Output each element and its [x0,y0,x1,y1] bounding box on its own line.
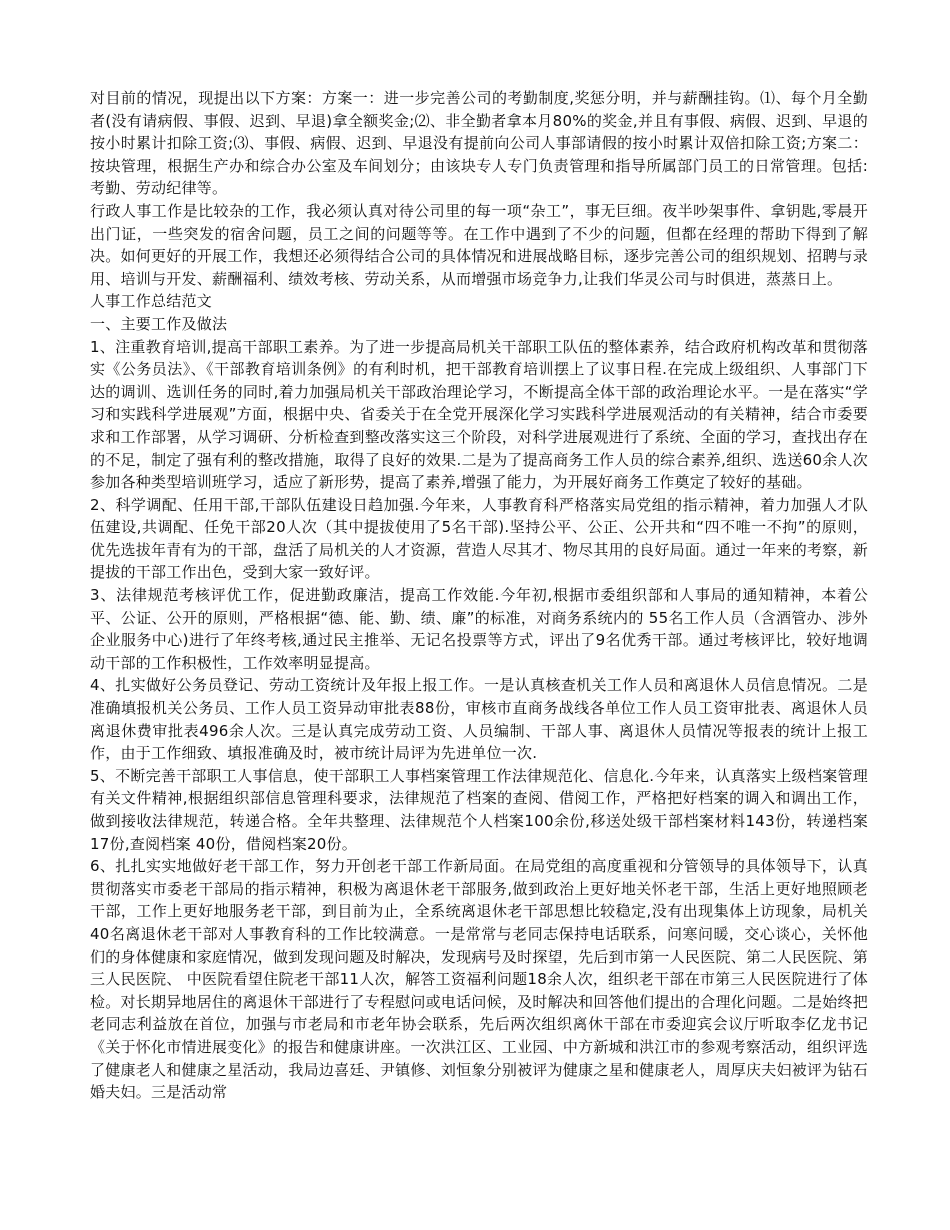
paragraph-admin-work: 行政人事工作是比较杂的工作，我必须认真对待公司里的每一项“杂工”，事无巨细。夜半吵架事件、拿钥匙,零晨开出门证，一些突发的宿舍问题，员工之间的问题等等。在工作中遇到了不少的问题，但都在经理的帮助下得到了解决。如何更好的开展工作，我想还必须得结合公司的具体情况和进展战略目标，逐步完善公司的组织规划、招聘与录用、培训与开发、薪酬福利、绩效考核、劳动关系，从而增强市场竞争力,让我们华灵公司与时俱进，蒸蒸日上。 [90,201,868,288]
paragraph-item-4: 4、扎实做好公务员登记、劳动工资统计及年报上报工作。一是认真核查机关工作人员和离退休人员信息情况。二是准确填报机关公务员、工作人员工资异动审批表88份，审核市直商务战线各单位工作人员工资审批表、离退休人员离退休费审批表496余人次。三是认真完成劳动工资、人员编制、干部人事、离退休人员情况等报表的统计上报工作，由于工作细致、填报准确及时，被市统计局评为先进单位一次. [90,676,868,763]
section-heading: 一、主要工作及做法 [90,314,228,333]
paragraph-item-5: 5、不断完善干部职工人事信息，使干部职工人事档案管理工作法律规范化、信息化.今年来，认真落实上级档案管理有关文件精神,根据组织部信息管理科要求，法律规范了档案的查阅、借阅工作，严格把好档案的调入和调出工作，做到接收法律规范，转递合格。全年共整理、法律规范个人档案100余份,移送处级干部档案材料143份，转递档案17份,查阅档案 40份，借阅档案20份。 [90,766,868,853]
paragraph-item-3: 3、法律规范考核评优工作，促进勤政廉洁，提高工作效能.今年初,根据市委组织部和人事局的通知精神，本着公平、公证、公开的原则，严格根据“德、能、勤、绩、廉”的标准，对商务系统内的 55名工作人员（含酒管办、涉外企业服务中心)进行了年终考核,通过民主推举、无记名投票等方式，评出了9名优秀干部。通过考核评比，较好地调动干部的工作积极性，工作效率明显提高。 [90,586,868,672]
paragraph-item-6: 6、扎扎实实地做好老干部工作，努力开创老干部工作新局面。在局党组的高度重视和分管领导的具体领导下，认真贯彻落实市委老干部局的指示精神，积极为离退休老干部服务,做到政治上更好地关怀老干部，生活上更好地照顾老干部，工作上更好地服务老干部，到目前为止，全系统离退休老干部思想比较稳定,没有出现集体上访现象，局机关40名离退休老干部对人事教育科的工作比较满意。一是常常与老同志保持电话联系，问寒问暖，交心谈心，关怀他们的身体健康和家庭情况，做到发现问题及时解决，发现病号及时探望，先后到市第一人民医院、第二人民医院、第三人民医院、 中医院看望住院老干部11人次，解答工资福利问题18余人次，组织老干部在市第三人民医院进行了体检。对长期异地居住的离退休干部进行了专程慰问或电话问候，及时解决和回答他们提出的合理化问题。二是始终把老同志利益放在首位，加强与市老局和市老年协会联系，先后两次组织离休干部在市委迎宾会议厅听取李亿龙书记《关于怀化市情进展变化》的报告和健康讲座。一次洪江区、工业园、中方新城和洪江市的参观考察活动，组织评选了健康老人和健康之星活动，我局边喜廷、尹镇修、刘恒象分别被评为健康之星和健康老人，周厚庆夫妇被评为钻石婚夫妇。三是活动常 [90,857,868,1102]
document-title: 人事工作总结范文 [90,292,213,311]
paragraph-item-2: 2、科学调配、任用干部,干部队伍建设日趋加强.今年来，人事教育科严格落实局党组的指示精神，着力加强人才队伍建设,共调配、任免干部20人次（其中提拔使用了5名干部).坚持公平、公正、公开共和“四不唯一不拘”的原则，优先选拔年青有为的干部，盘活了局机关的人才资源，营造人尽其才、物尽其用的良好局面。通过一年来的考察，新提拔的干部工作出色，受到大家一致好评。 [90,495,868,582]
document-body [90,87,868,1104]
paragraph-item-1: 1、注重教育培训,提高干部职工素养。为了进一步提高局机关干部职工队伍的整体素养，结合政府机构改革和贯彻落实《公务员法》、《干部教育培训条例》的有利时机，把干部教育培训摆上了议事日程.在完成上级组织、人事部门下达的调训、选训任务的同时,着力加强局机关干部政治理论学习，不断提高全体干部的政治理论水平。一是在落实“学习和实践科学进展观”方面，根据中央、省委关于在全党开展深化学习实践科学进展观活动的有关精神，结合市委要求和工作部署，从学习调研、分析检查到整改落实这三个阶段，对科学进展观进行了系统、全面的学习，查找出存在的不足，制定了强有利的整改措施，取得了良好的效果.二是为了提高商务工作人员的综合素养,组织、选送60余人次参加各种类型培训班学习，适应了新形势，提高了素养,增强了能力，为开展好商务工作奠定了较好的基础。 [90,337,868,492]
paragraph-attendance-plan: 对目前的情况，现提出以下方案：方案一：进一步完善公司的考勤制度,奖惩分明，并与薪酬挂钩。⑴、每个月全勤者(没有请病假、事假、迟到、早退)拿全额奖金;⑵、非全勤者拿本月80%的奖金,并且有事假、病假、迟到、早退的按小时累计扣除工资;⑶、事假、病假、迟到、早退没有提前向公司人事部请假的按小时累计双倍扣除工资;方案二：按块管理，根据生产办和综合办公室及车间划分；由该块专人专门负责管理和指导所属部门员工的日常管理。包括:考勤、劳动纪律等。 [90,89,868,198]
